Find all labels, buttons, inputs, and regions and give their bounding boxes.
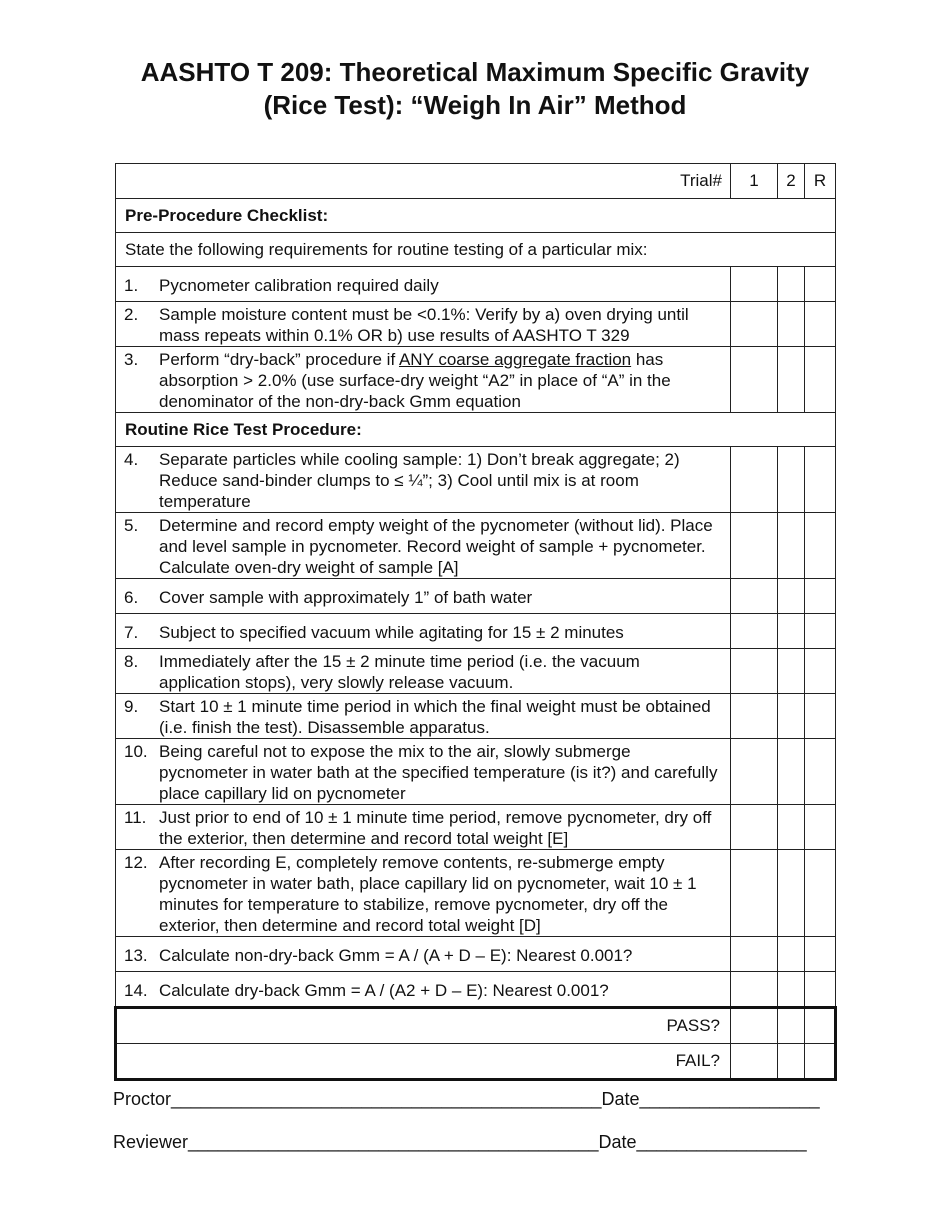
item-number: 7. — [124, 622, 139, 642]
trial-col-2: 2 — [778, 164, 805, 199]
check-cell-2[interactable] — [778, 649, 805, 694]
table-row — [116, 972, 836, 1008]
check-cell-1[interactable] — [731, 805, 778, 850]
routine-procedure-heading: Routine Rice Test Procedure: — [116, 413, 836, 447]
check-cell-2[interactable] — [778, 579, 805, 614]
check-cell-1[interactable] — [731, 694, 778, 739]
reviewer-signature-line[interactable]: Reviewer_________________________________________Date_________________ — [113, 1132, 807, 1152]
item-text: Start 10 ± 1 minute time period in which the final weight must be obtained (i.e. finish the test). Disassemble apparatus. — [159, 697, 711, 737]
check-cell-1[interactable] — [731, 739, 778, 805]
table-row — [116, 513, 836, 579]
item-text: Subject to specified vacuum while agitating for 15 ± 2 minutes — [159, 622, 624, 642]
check-cell-r[interactable] — [805, 739, 836, 805]
item-number: 8. — [124, 652, 139, 671]
check-cell-r[interactable] — [805, 649, 836, 694]
table-row — [116, 447, 836, 513]
item-number: 6. — [124, 587, 139, 607]
check-cell-r[interactable] — [805, 850, 836, 937]
check-cell-1[interactable] — [731, 937, 778, 972]
check-cell-1[interactable] — [731, 302, 778, 347]
item-number: 10. — [124, 742, 148, 761]
check-cell-r[interactable] — [805, 579, 836, 614]
check-cell-1[interactable] — [731, 850, 778, 937]
item-number: 12. — [124, 853, 148, 872]
check-cell-r[interactable] — [805, 614, 836, 649]
item-text: Pycnometer calibration required daily — [159, 275, 439, 295]
item-text: Perform “dry-back” procedure if ANY coarse aggregate fraction has absorption > 2.0% (use surface-dry weight “A2” in place of “A” in the denominator of the non-dry-back Gmm equation — [159, 350, 671, 411]
check-cell-1[interactable] — [731, 972, 778, 1008]
check-cell-2[interactable] — [778, 302, 805, 347]
check-cell-r[interactable] — [805, 937, 836, 972]
trial-col-r: R — [805, 164, 836, 199]
check-cell-2[interactable] — [778, 850, 805, 937]
fail-cell-1[interactable] — [731, 1044, 778, 1080]
proctor-signature-line[interactable]: Proctor___________________________________________Date__________________ — [113, 1089, 820, 1109]
pass-cell-r[interactable] — [805, 1008, 836, 1044]
pass-label: PASS? — [116, 1008, 731, 1044]
check-cell-2[interactable] — [778, 805, 805, 850]
check-cell-2[interactable] — [778, 614, 805, 649]
check-cell-r[interactable] — [805, 267, 836, 302]
item-text: Calculate dry-back Gmm = A / (A2 + D – E): Nearest 0.001? — [159, 980, 609, 1000]
check-cell-r[interactable] — [805, 694, 836, 739]
item-number: 9. — [124, 697, 139, 716]
pre-procedure-instruction: State the following requirements for routine testing of a particular mix: — [116, 233, 836, 267]
underlined-phrase: ANY coarse aggregate fraction — [398, 350, 632, 369]
item-text: Just prior to end of 10 ± 1 minute time period, remove pycnometer, dry off the exterior, then determine and record total weight [E] — [159, 808, 712, 848]
table-row — [116, 614, 836, 649]
item-number: 5. — [124, 516, 139, 535]
pass-cell-2[interactable] — [778, 1008, 805, 1044]
item-text: Separate particles while cooling sample: 1) Don’t break aggregate; 2) Reduce sand-binder clumps to ≤ ¼”; 3) Cool until mix is at room temperature — [159, 450, 680, 511]
check-cell-r[interactable] — [805, 302, 836, 347]
check-cell-1[interactable] — [731, 649, 778, 694]
table-row — [116, 579, 836, 614]
trial-header-row — [116, 164, 836, 199]
check-cell-r[interactable] — [805, 447, 836, 513]
table-row — [116, 805, 836, 850]
pre-procedure-heading: Pre-Procedure Checklist: — [116, 199, 836, 233]
check-cell-1[interactable] — [731, 513, 778, 579]
check-cell-2[interactable] — [778, 347, 805, 413]
trial-col-1: 1 — [731, 164, 778, 199]
check-cell-2[interactable] — [778, 513, 805, 579]
table-row — [116, 267, 836, 302]
page-title — [0, 56, 950, 122]
check-cell-r[interactable] — [805, 513, 836, 579]
check-cell-2[interactable] — [778, 972, 805, 1008]
item-number: 4. — [124, 450, 139, 469]
item-text: Cover sample with approximately 1” of bath water — [159, 587, 533, 607]
table-row — [116, 649, 836, 694]
check-cell-2[interactable] — [778, 739, 805, 805]
item-text: After recording E, completely remove contents, re-submerge empty pycnometer in water bath, place capillary lid on pycnometer, wait 10 ± 1 minutes for temperature to stabilize, remove pycnometer, dry off the exterior, then determine and record total weight [D] — [159, 853, 697, 935]
check-cell-2[interactable] — [778, 937, 805, 972]
check-cell-r[interactable] — [805, 805, 836, 850]
table-row — [116, 347, 836, 413]
trial-label: Trial# — [116, 164, 731, 199]
checklist-table — [114, 163, 837, 1081]
table-row — [116, 694, 836, 739]
check-cell-r[interactable] — [805, 347, 836, 413]
item-number: 1. — [124, 275, 139, 295]
item-text: Immediately after the 15 ± 2 minute time period (i.e. the vacuum application stops), very slowly release vacuum. — [159, 652, 640, 692]
check-cell-2[interactable] — [778, 267, 805, 302]
table-row — [116, 850, 836, 937]
fail-cell-r[interactable] — [805, 1044, 836, 1080]
item-text: Sample moisture content must be <0.1%: Verify by a) oven drying until mass repeats within 0.1% OR b) use results of AASHTO T 329 — [159, 305, 689, 345]
item-number: 2. — [124, 305, 139, 324]
fail-row — [116, 1044, 836, 1080]
table-row — [116, 739, 836, 805]
fail-cell-2[interactable] — [778, 1044, 805, 1080]
check-cell-1[interactable] — [731, 579, 778, 614]
item-text: Determine and record empty weight of the pycnometer (without lid). Place and level sample in pycnometer. Record weight of sample + pycnometer. Calculate oven-dry weight of sample [A] — [159, 516, 713, 577]
item-number: 11. — [124, 808, 147, 827]
table-row — [116, 302, 836, 347]
item-text: Being careful not to expose the mix to the air, slowly submerge pycnometer in water bath at the specified temperature (is it?) and carefully place capillary lid on pycnometer — [159, 742, 718, 803]
item-number: 3. — [124, 350, 139, 369]
check-cell-2[interactable] — [778, 447, 805, 513]
item-text: Calculate non-dry-back Gmm = A / (A + D – E): Nearest 0.001? — [159, 945, 633, 965]
table-row — [116, 937, 836, 972]
title-line-1: AASHTO T 209: Theoretical Maximum Specific Gravity — [140, 57, 810, 87]
check-cell-1[interactable] — [731, 267, 778, 302]
pass-row — [116, 1008, 836, 1044]
check-cell-2[interactable] — [778, 694, 805, 739]
item-number: 13. — [124, 945, 148, 965]
item-number: 14. — [124, 980, 148, 1000]
pass-cell-1[interactable] — [731, 1008, 778, 1044]
title-line-2: (Rice Test): “Weigh In Air” Method — [263, 90, 687, 120]
check-cell-r[interactable] — [805, 972, 836, 1008]
check-cell-1[interactable] — [731, 614, 778, 649]
check-cell-1[interactable] — [731, 347, 778, 413]
fail-label: FAIL? — [116, 1044, 731, 1080]
check-cell-1[interactable] — [731, 447, 778, 513]
